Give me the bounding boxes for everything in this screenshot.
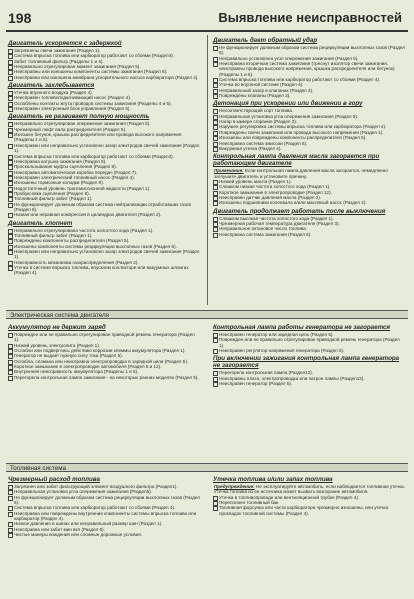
checklist-item: Система впрыска топлива или карбюратор работают со сбоями (Раздел 4). (213, 77, 406, 82)
page-title: Выявление неисправностей (218, 10, 402, 25)
checklist-item: Неисправны или изношены компоненты системы зажигания (Раздел 5). (8, 69, 201, 74)
checklist-item: Неисправен или неправильно установлен зазор электродов свечей зажигания (Раздел 1). (8, 143, 201, 154)
section-heading: Двигатель продолжает работать после выключения (213, 207, 386, 215)
electrical-right-column (213, 322, 406, 386)
checklist-item: Ослабла, сломана или неисправна электропроводка в зарядной цепи (Раздел 5). (8, 359, 201, 364)
checklist-item: Несоответствующий сорт топлива. (213, 108, 406, 113)
checklist-item: Поврежден или не правильно отрегулирован приводной ремень генератора (Раздел 1). (8, 332, 201, 343)
checklist-item: Пробуксовка сцепления (Раздел 8). (8, 191, 201, 196)
checklist-item: Неисправен электрический топливный насос (Раздел 4). (8, 175, 201, 180)
checklist-item: Проскальзывание муфты сцепления (Раздел 8). (8, 164, 201, 169)
checklist-item: Не функционирует должным образом система рециркуляции выхлопных газов (Раздел 6). (213, 45, 406, 56)
checklist-item: Неисправен топливоподкачивающий насос (Раздел 4). (8, 95, 201, 100)
checklist-item: Утечка впускного воздуха (Раздел 4). (8, 90, 201, 95)
checklist-item: Неисправен генератор (Раздел 5). (213, 381, 406, 386)
checklist-item: Повреждены свечи зажигания или провода высокого напряжения (Раздел 1). (213, 130, 406, 135)
checklist-item: Нагар в камере сгорания (Раздел 2). (213, 119, 406, 124)
checklist-item: Не функционирует должным образом система рециркуляции выхлопных газов (Раздел 6). (8, 495, 201, 506)
section-heading: Двигатель хлопнет (8, 219, 73, 227)
checklist-item: Утечка в системе впрыска топлива, впускном коллекторе или вакуумных шлангах (Раздел 4). (8, 265, 201, 276)
checklist-item: Неисправность механизма газораспределения (Раздел 2). (8, 260, 201, 265)
checklist-item: Топливный фильтр забит (Раздел 1). (8, 196, 201, 201)
checklist-item: Топливная форсунка или части карбюратора чрезмерно изношены, или утечка прокладок топливной системы (Раздел 4). (213, 505, 406, 516)
checklist-item: Неправильно отрегулирована частота холостого хода (Раздел 1). (8, 228, 201, 233)
checklist-item: Система впрыска топлива или карбюратор работают со сбоями (Раздел4). (8, 53, 201, 58)
checklist-item: Система впрыска топлива или карбюратор работают со сбоями (Раздел4). (8, 154, 201, 159)
section-heading: Контрольная лампа давления масла загорается при работающем двигателе (213, 153, 380, 168)
engine-left-column (8, 38, 201, 276)
checklist-item: Чрезмерный люфт вала распределителя (Раздел 5). (8, 127, 201, 132)
section-heading: При включении зажигания контрольная лампа генератора не загорается (213, 355, 400, 370)
checklist-item: Неправильный зазор в клапанах (Раздел 2). (213, 88, 406, 93)
checklist-item: Изношен бегунок, крышка распределителя или провода высокого напряжения (Разделы 1 и 5). (8, 132, 201, 143)
checklist-item: Забит топливный фильтр (Разделы 1 и 4). (8, 59, 201, 64)
checklist-item: Неисправны плата, электропроводка или патрон лампы (Раздел12). (213, 376, 406, 381)
section-heading: Чрезмерный расход топлива (8, 476, 100, 483)
checklist-item: Неправильно отрегулирован опережение зажигания (Раздел 5). (8, 121, 201, 126)
checklist-item: Чистые манеры вождения или сложные дорожные условия. (8, 532, 201, 537)
checklist-item: Слишком высокая частота холостого хода (Раздел 1). (213, 216, 406, 221)
checklist-item: Неисправна система зажигания (Раздел 5). (213, 232, 406, 237)
checklist-item: Неправильная установка угла опережения зажигания (Раздел 5). (213, 114, 406, 119)
note-label: Предупреждение: (214, 484, 255, 489)
note (213, 484, 406, 495)
section-heading: Двигатель ускоряется с задержкой (8, 40, 122, 47)
checklist-item: Чрезмерная рабочая температура двигателя (Раздел 3). (213, 221, 406, 226)
note (213, 168, 406, 179)
checklist-item: Неисправен генератор или зарядная цепь (Раздел 5). (213, 332, 406, 337)
checklist-item: Низкая или неравная компрессия в цилиндрах двигателя (Раздел 2). (8, 212, 201, 217)
checklist-item: Загрязнены свечи зажигания (Раздел 1). (8, 48, 201, 53)
checklist-item: Утечка во впускной системе (Раздел 4). (213, 82, 406, 87)
checklist-item: Топливный фильтр забит (Раздел 1). (8, 233, 201, 238)
checklist-item: Переполнен топливный бак. (213, 500, 406, 505)
checklist-item: Повреждены клапаны (Раздел 2). (213, 93, 406, 98)
checklist-item: Генератор не выдает нужную силу тока (Раздел 5). (8, 353, 201, 358)
section-heading: Контрольная лампа работы генератора не загорается (213, 324, 391, 331)
section-bar-fuel: Топливная система (6, 463, 408, 472)
checklist-item: Ослабли или подверглись действию коррозии клеммы аккумулятора (Раздел 1). (8, 348, 201, 353)
section-heading: Утечка топлива и/или запах топлива (213, 476, 333, 483)
checklist-item: Система впрыска топлива или карбюратор работают со сбоями (Раздел 4). (8, 505, 201, 510)
checklist-item: Поврежден или не правильно отрегулирован приводной ремень генератора (Раздел 1). (213, 337, 406, 348)
section-heading: Детонация при ускорении или движении в гору (213, 100, 363, 108)
checklist-item: Короткое замыкание в электропроводке автомобиля (Раздел 5 и 12). (8, 364, 201, 369)
checklist-item: Неисправна автоматическая коробка передач (Раздел 7). (8, 170, 201, 175)
checklist-item: Неисправна вторичная система зажигания (треснут изолятор свечи зажигания, неисправны провода высокого напряжения, крышка распределителя или бегунок) (Разделы 1 и 5). (213, 61, 406, 77)
fuel-left-column (8, 474, 201, 537)
page-header (6, 6, 408, 32)
checklist-item: Неисправна или забит мин вкл (Раздел 6). (8, 527, 201, 532)
checklist-item: Неисправен электронный блок управления (Раздел 5). (8, 106, 201, 111)
note-label: Примечание: (214, 168, 244, 174)
checklist-item: Не функционирует должным образом система нейтрализации отработавших газов (Раздел 6). (8, 202, 201, 213)
checklist-item: Короткое замыкание в электропроводке (Раздел 12). (213, 190, 406, 195)
checklist-item: Неисправен или неправильно установлен зазор электродов свечей зажигания (Раздел 1). (8, 249, 201, 260)
checklist-item: Неправильно отрегулирован момент зажигания (Раздел 5). (8, 64, 201, 69)
section-heading: Двигатель захлебывается (8, 82, 95, 90)
checklist-item: Внутренняя неисправность аккумулятора (Разделы 1 и 5). (8, 369, 201, 374)
checklist-item: Недостаточный уровень трансмиссионной жидкости (Раздел 1). (8, 186, 201, 191)
checklist-item: Низкое давление в шинах или неправильный размер шин (Раздел 1). (8, 521, 201, 526)
note-text: Если контрольная лампа давления масла загорается, немедленно заглушите двигатель и установите причину. (214, 168, 388, 179)
section-heading: Двигатель не развивает полную мощность (8, 113, 150, 121)
checklist-item: Нарушен регулировка системы впрыска топлива или карбюратора (Раздел 4). (213, 124, 406, 129)
engine-right-column (213, 35, 406, 237)
fuel-right-column (213, 474, 406, 516)
checklist-item: Изношены тормозные колодки (Раздел 9). (8, 180, 201, 185)
checklist-item: Неисправна система эмиссии (Раздел 6). (213, 141, 406, 146)
page-number: 198 (8, 10, 32, 26)
checklist-item: Неисправна или повреждены внутренние компоненты системы впрыска топлива или карбюратор (Раздел 4). (8, 511, 201, 522)
checklist-item: Вакуумная утечка (Раздел 4). (213, 146, 406, 151)
checklist-item: Ослаблены контакты жгута проводов системы зажигания (Разделы 4 и 5). (8, 101, 201, 106)
checklist-item: Неправильное октановое число топлива. (213, 226, 406, 231)
checklist-item: Изношены подшипники коленвала и/или масляный насос (Раздел 2). (213, 200, 406, 205)
checklist-item: Низкий уровень электролита (Раздел 1). (8, 343, 201, 348)
section-bar-electrical: Электрическая система двигателя (6, 310, 408, 319)
checklist-item: Слишком низкая частота холостого хода (Раздел 1). (213, 184, 406, 189)
checklist-item: Изношены компоненты системы рециркуляции выхлопных газов (Раздел 6). (8, 244, 201, 249)
checklist-item: Неисправен регулятор напряжения генератора (Раздел 5). (213, 348, 406, 353)
checklist-item: Неправильно установлен угол опережения зажигания (Раздел 5). (213, 56, 406, 61)
checklist-item: Перегорела контрольная лампа зажигания - на некоторых ранних моделях (Раздел 5). (8, 375, 201, 380)
checklist-item: Неправильная установка угла опережения зажигания (Раздел5). (8, 489, 201, 494)
checklist-item: Повреждены компоненты распределителя (Раздел 5). (8, 238, 201, 243)
checklist-item: Неисправна катушка зажигания (Раздел 5). (8, 159, 201, 164)
checklist-item: Утечка в топливопроводе или вентиляционной трубке (Раздел 4). (213, 495, 406, 500)
checklist-item: Перегорела контрольная лампа (Раздел12). (213, 370, 406, 375)
section-heading: Аккумулятор не держит заряд (8, 324, 106, 331)
section-heading: Двигатель дает обратный удар (213, 37, 318, 44)
electrical-left-column (8, 322, 201, 380)
checklist-item: Неисправна или изношена мембрана ускорительного насоса карбюратора (Раздел 4). (8, 75, 201, 80)
checklist-item: Низкий уровень масла (Раздел 1). (213, 179, 406, 184)
note-text: Не эксплуатируйте автомобиль, если наблюдается топливная утечка. Утечка топлива из ее источника может вызвать возгорание автомобиля. (214, 484, 406, 495)
checklist-item: Изношены или повреждены компоненты распределителя (Раздел 5). (213, 135, 406, 140)
checklist-item: Загрязнен или забит фильтрующий элемент воздушного фильтра (Раздел1). (8, 484, 201, 489)
column-divider (207, 35, 208, 305)
checklist-item: Неисправен датчик давления масла (Раздел 2). (213, 195, 406, 200)
